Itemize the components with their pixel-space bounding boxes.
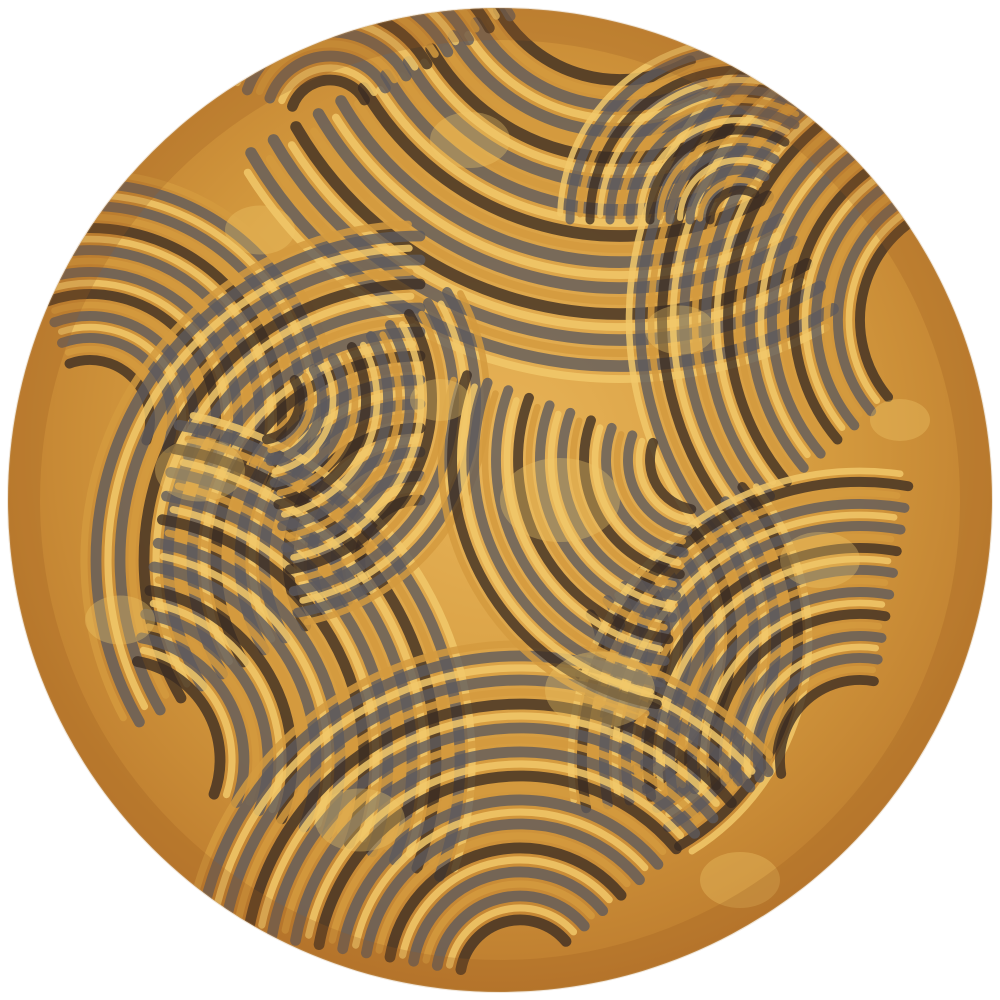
gold-fleck bbox=[780, 532, 860, 588]
gold-fleck bbox=[545, 652, 655, 729]
gold-fleck bbox=[155, 439, 245, 502]
gold-fleck bbox=[645, 306, 715, 355]
gold-fleck bbox=[85, 596, 155, 645]
gold-fleck bbox=[870, 399, 930, 441]
gold-fleck bbox=[410, 379, 470, 421]
gold-fleck bbox=[500, 458, 620, 542]
gold-fleck bbox=[315, 789, 405, 852]
gold-fleck bbox=[430, 112, 510, 168]
gold-fleck bbox=[225, 206, 295, 255]
